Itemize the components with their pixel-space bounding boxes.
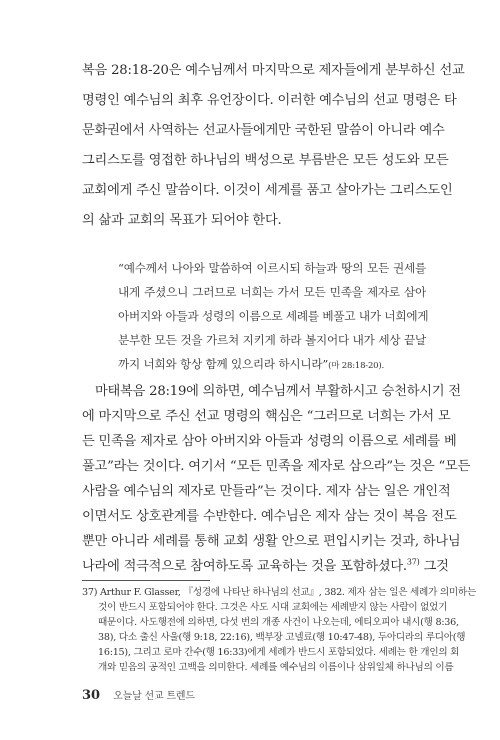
running-head: 오늘날 선교 트렌드 bbox=[113, 691, 195, 702]
quote-line-last bbox=[118, 356, 426, 374]
footnote-line: 개와 믿음의 공적인 고백을 의미한다. 세례를 예수님의 이름이나 삼위일체 하나님의 이름 bbox=[98, 662, 454, 673]
body-line-last bbox=[82, 557, 449, 576]
footnote-line: 37) Arthur F. Glasser, 『성경에 나타난 하나님의 선교』, 382. 제자 삼는 일은 세례가 의미하는 bbox=[82, 587, 476, 598]
body-line: 명령인 예수님의 최후 유언장이다. 이러한 예수님의 선교 명령은 타 bbox=[82, 93, 457, 108]
quote-text: 까지 너희와 항상 함께 있으리라 하시니라” bbox=[118, 357, 329, 371]
footnote-line: 것이 반드시 포함되어야 한다. 그것은 사도 시대 교회에는 세례받지 않는 사람이 없었기 bbox=[98, 602, 448, 613]
footnote-rule bbox=[82, 580, 210, 581]
body-line: 마태복음 28:19에 의하면, 예수님께서 부활하시고 승천하시기 전 bbox=[95, 384, 461, 399]
footnote-line: 때문이다. 사도행전에 의하면, 다섯 번의 개종 사건이 나오는데, 에티오피아 내시(행 8:36, bbox=[98, 617, 459, 628]
body-line: 이면서도 상호관계를 수반한다. 예수님은 제자 삼는 것이 복음 전도 bbox=[82, 509, 457, 524]
quote-line: 아버지와 아들과 성령의 이름으로 세례를 베풀고 내가 너희에게 bbox=[118, 309, 429, 323]
body-line: 든 민족을 제자로 삼아 아버지와 아들과 성령의 이름으로 세례를 베 bbox=[82, 434, 457, 449]
body-line: 문화권에서 사역하는 선교사들에게만 국한된 말씀이 아니라 예수 bbox=[82, 123, 445, 138]
body-text-tail: 그것 bbox=[419, 559, 449, 574]
footnote-line: 38), 다소 출신 사울(행 9:18, 22:16), 백부장 고넬료(행 10:47-48), 두아디라의 루디아(행 bbox=[98, 632, 466, 643]
body-line: 사람을 예수님의 제자로 만들라”는 것이다. 제자 삼는 일은 개인적 bbox=[82, 484, 451, 499]
page-number: 30 bbox=[82, 688, 101, 703]
body-text: 나라에 적극적으로 참여하도록 교육하는 것을 포함하셨다. bbox=[82, 559, 407, 574]
quote-line: 내게 주셨으니 그러므로 너희는 가서 모든 민족을 제자로 삼아 bbox=[118, 285, 426, 299]
body-line: 뿐만 아니라 세례를 통해 교회 생활 안으로 편입시키는 것과, 하나님 bbox=[82, 534, 461, 549]
quote-line: 분부한 모든 것을 가르쳐 지키게 하라 볼지어다 내가 세상 끝날 bbox=[118, 333, 426, 347]
body-line: 풀고”라는 것이다. 여기서 “모든 민족을 제자로 삼으라”는 것은 “모든 bbox=[82, 459, 471, 474]
page-footer bbox=[82, 684, 195, 703]
body-line: 복음 28:18-20은 예수님께서 마지막으로 제자들에게 분부하신 선교 bbox=[82, 63, 465, 78]
footnote-line: 16:15), 그리고 로마 간수(행 16:33)에게 세례가 반드시 포함되었다. 세례는 한 개인의 회 bbox=[98, 647, 460, 658]
quote-reference: (마 28:18-20). bbox=[328, 361, 384, 371]
body-line: 의 삶과 교회의 목표가 되어야 한다. bbox=[82, 213, 282, 228]
body-line: 그리스도를 영접한 하나님의 백성으로 부름받은 모든 성도와 모든 bbox=[82, 153, 449, 168]
quote-line: “예수께서 나아와 말씀하여 이르시되 하늘과 땅의 모든 권세를 bbox=[118, 261, 426, 275]
footnote-marker: 37) bbox=[406, 557, 420, 567]
body-line: 에 마지막으로 주신 선교 명령의 핵심은 “그러므로 너희는 가서 모 bbox=[82, 409, 451, 424]
body-line: 교회에게 주신 말씀이다. 이것이 세계를 품고 살아가는 그리스도인 bbox=[82, 183, 453, 198]
